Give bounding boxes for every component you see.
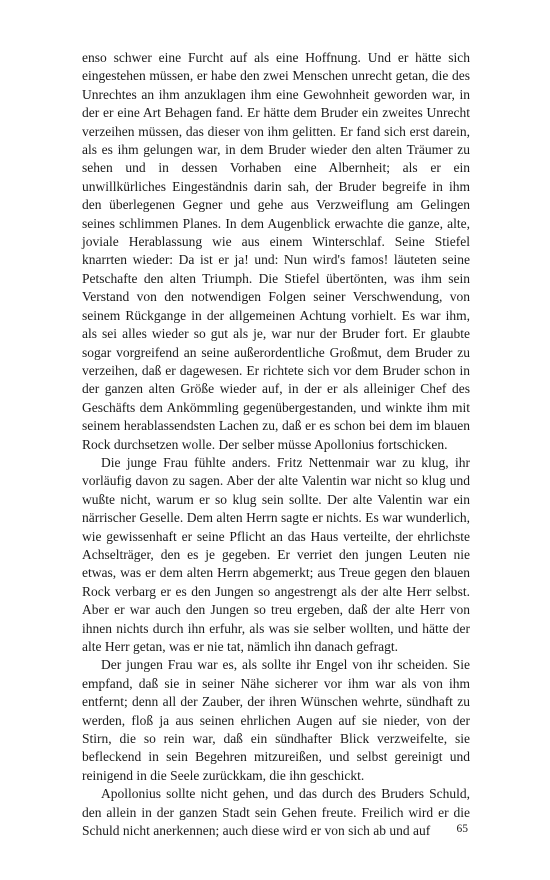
paragraph: Apollonius sollte nicht gehen, und das durch des Bruders Schuld, den allein in der ganzen Stadt sein Gehen freute. Freilich wird er die Schuld nicht anerkennen; auch diese wird er von sich ab und auf — [82, 786, 470, 839]
page-number: 65 — [456, 823, 468, 835]
paragraph: Der jungen Frau war es, als sollte ihr Engel von ihr scheiden. Sie empfand, daß sie in seiner Nähe sicherer vor ihm war als von ihm entfernt; denn all der Zauber, der ihren Wünschen wehrte, sündhaft zu werden, floß ja aus seinen ehrlichen Augen auf sie nieder, von der Stirn, die so rein war, daß ein sündhafter Blick verzweifelte, sie befleckend in sein Begehren mitzureißen, und selbst gereinigt und reinigend in die Seele zurückkam, die ihn geschickt. — [82, 657, 470, 783]
paragraph-continued: enso schwer eine Furcht auf als eine Hoffnung. Und er hätte sich eingestehen müssen, er habe den zwei Menschen unrecht getan, die des Unrechtes an ihm anzuklagen ihm eine Gewohnheit geworden war, in der er eine Art Behagen fand. Er hätte dem Bruder ein zweites Unrecht verzeihen müssen, das dieser von ihm gelitten. Er fand sich erst darein, als es ihm gelungen war, in dem Bruder wieder den alten Träumer zu sehen und in dessen Vorhaben eine Albernheit; als er ein unwillkürliches Eingeständnis darin sah, der Bruder begreife in ihm den überlegenen Gegner und gehe aus Verzweiflung am Gelingen seines schlimmen Planes. In dem Augenblick erwachte die ganze, alte, joviale Herablassung wie aus einem Winterschlaf. Seine Stiefel knarrten wieder: Da ist er ja! und: Nun wird's famos! läuteten seine Petschafte den alten Triumph. Die Stiefel übertönten, was ihm sein Verstand von den notwendigen Folgen seiner Verschwendung, von seinem Rückgange in der allgemeinen Achtung vorhielt. Es war ihm, als sei alles wieder so gut als je, war nur der Bruder fort. Er glaubte sogar vorgreifend an seine außerordentliche Großmut, dem Bruder zu verzeihen, daß er dagewesen. Er richtete sich vor dem Bruder schon in der ganzen alten Größe wieder auf, in der er als alleiniger Chef des Geschäfts dem Ankömmling gegenübergestanden, und winkte ihm mit seinem herablassendsten Lachen zu, daß er es schon bei dem im blauen Rock durchsetzen wolle. Der selber müsse Apollonius fortschicken. — [82, 50, 470, 452]
body-text — [82, 49, 470, 840]
paragraph: Die junge Frau fühlte anders. Fritz Nettenmair war zu klug, ihr vorläufig davon zu sagen. Aber der alte Valentin war nicht so klug und wußte nicht, warum er so klug sein sollte. Der alte Valentin war ein närrischer Geselle. Dem alten Herrn sagte er nichts. Es war wunderlich, wie gewissenhaft er seine Pflicht an das Haus verteilte, der ehrlichste Achselträger, den es je gegeben. Er verriet den jungen Leuten nie etwas, was er dem alten Herrn abgemerkt; aus Treue gegen den blauen Rock verbarg er es den Jungen so angestrengt als der alte Herr selbst. Aber er war auch den Jungen so treu ergeben, daß der alte Herr von ihnen nichts durch ihn erfuhr, als was sie selber wollten, und hätte der alte Herr getan, was er nie tat, nämlich ihn danach gefragt. — [82, 454, 470, 654]
